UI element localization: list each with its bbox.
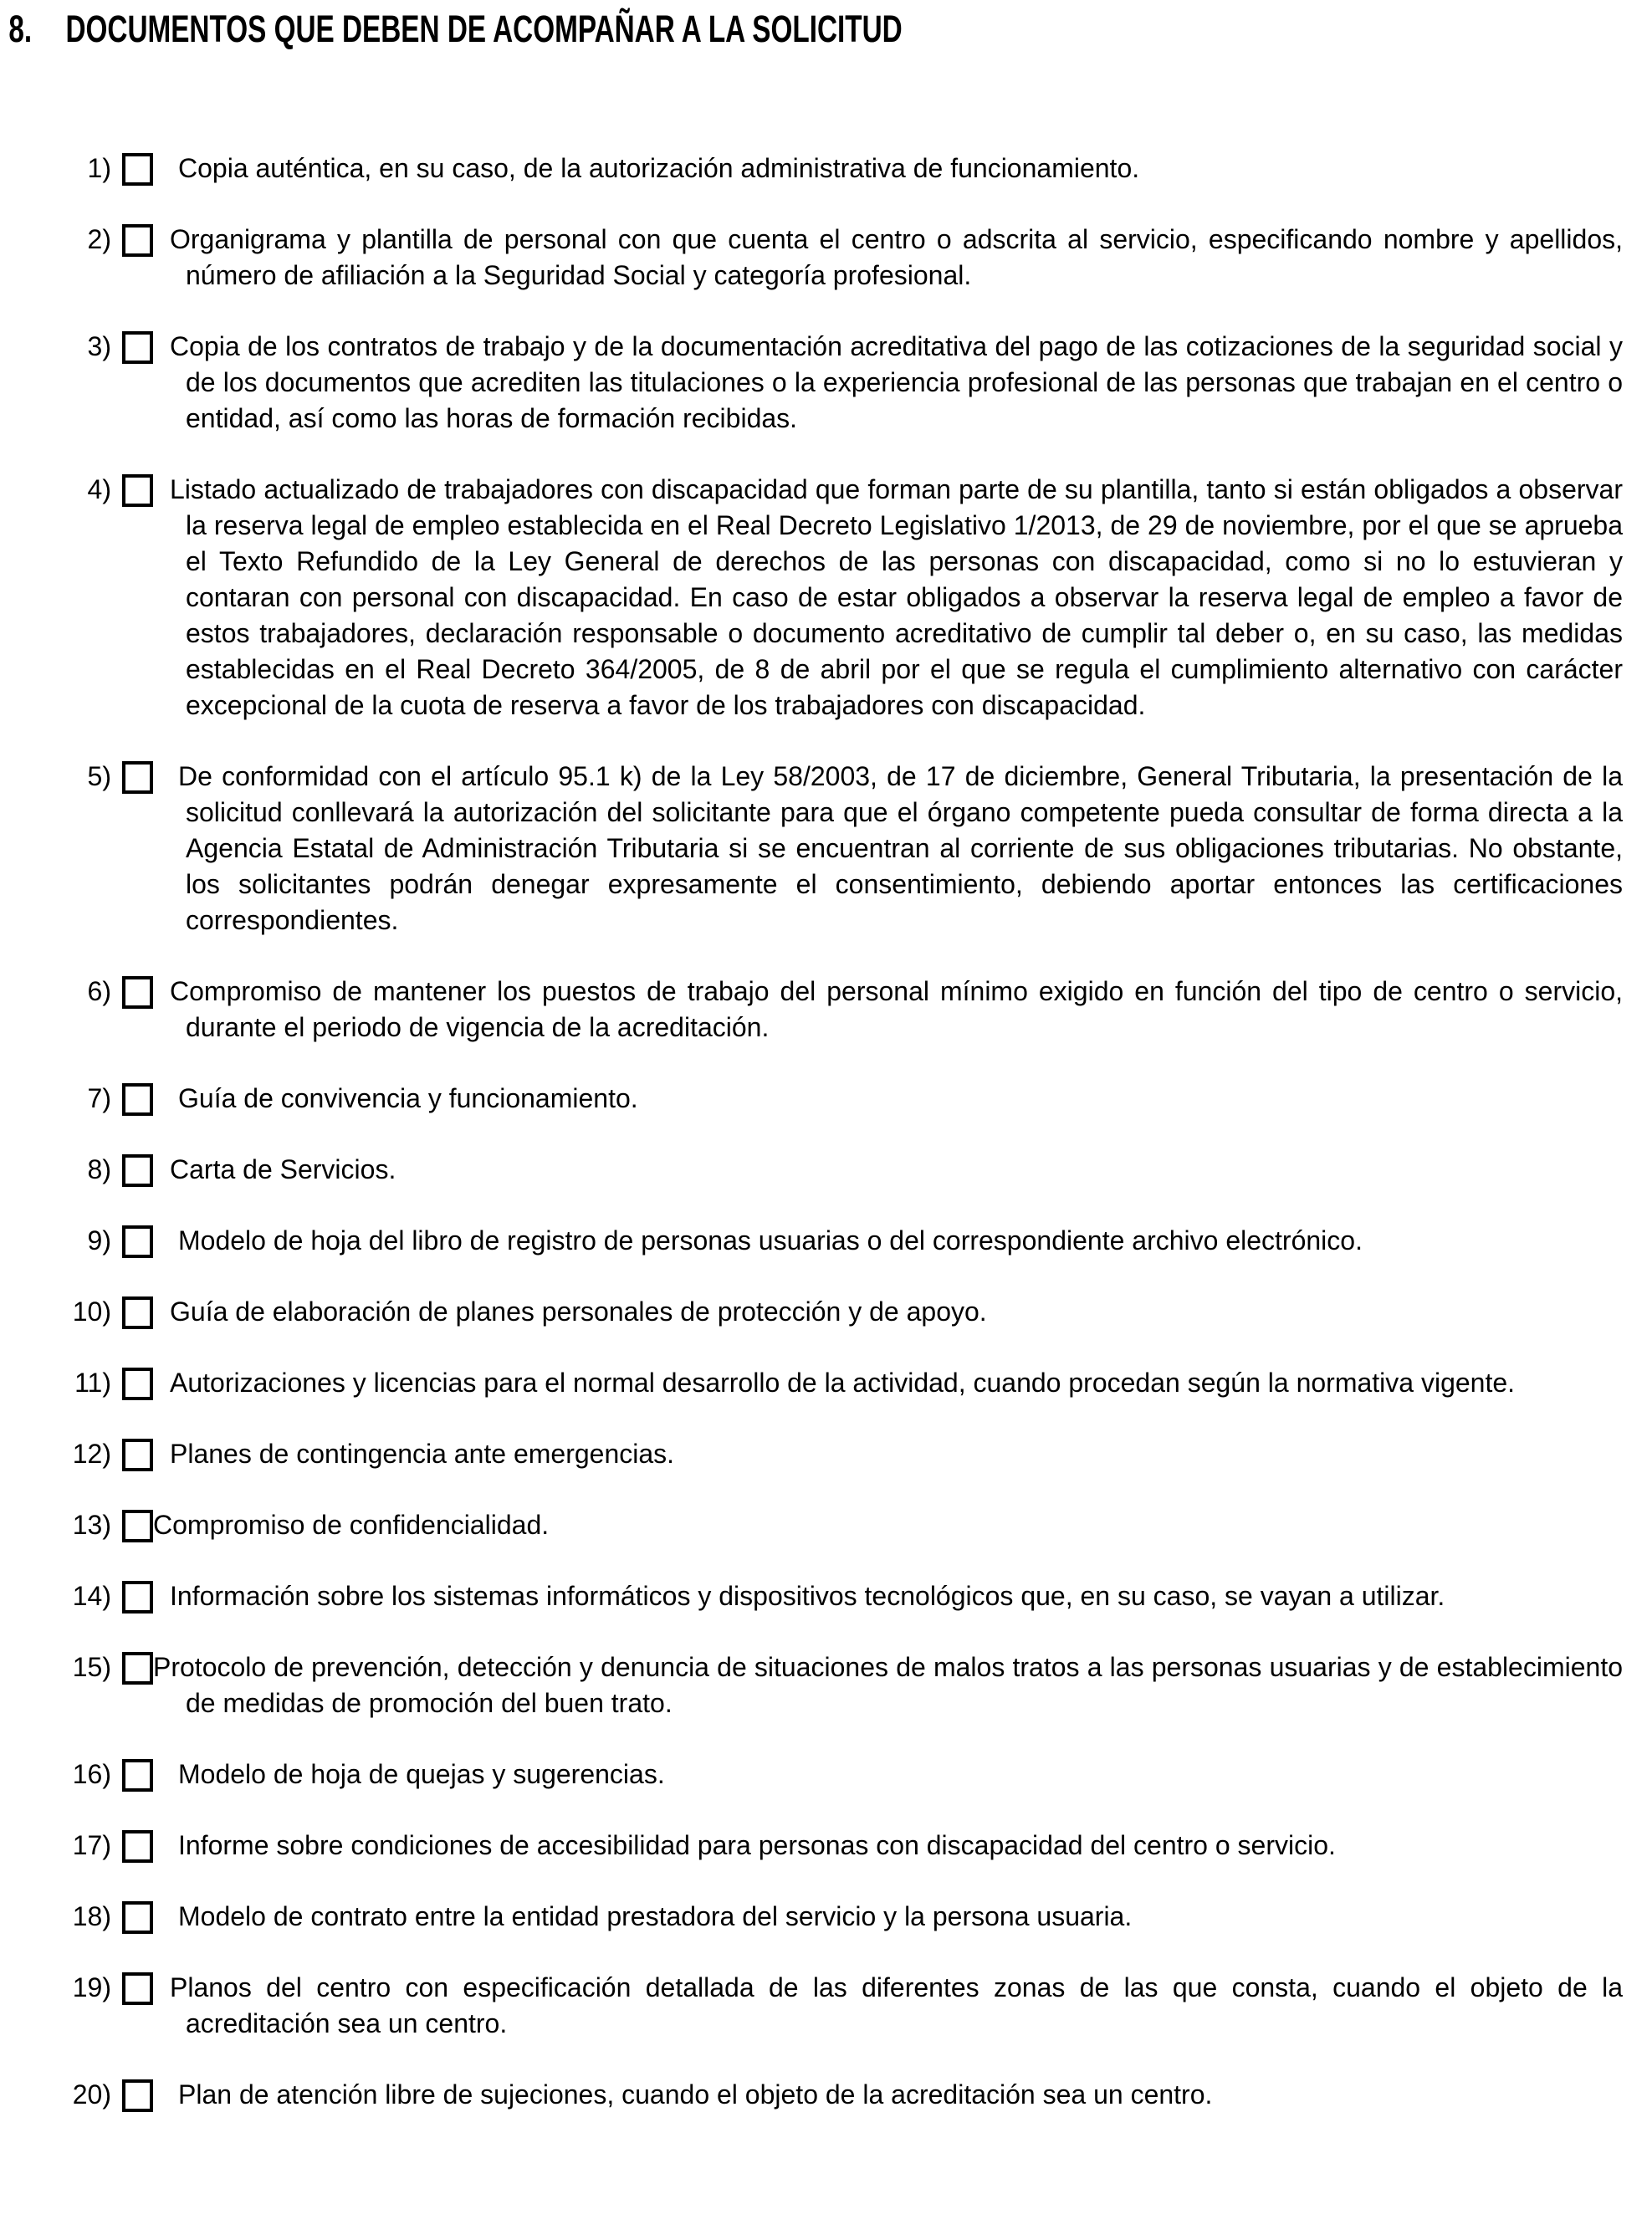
checkbox[interactable]	[122, 1154, 153, 1187]
item-number: 18)	[72, 1901, 111, 1931]
item-text: Información sobre los sistemas informáticos y dispositivos tecnológicos que, en su caso, se vayan a utilizar.	[170, 1581, 1445, 1611]
item-number: 6)	[87, 976, 111, 1006]
checkbox[interactable]	[122, 224, 153, 257]
checklist-item	[0, 472, 1623, 724]
section-number: 8.	[8, 8, 33, 50]
item-text: Plan de atención libre de sujeciones, cuando el objeto de la acreditación sea un centro.	[178, 2079, 1213, 2110]
checkbox[interactable]	[122, 1901, 153, 1934]
checkbox[interactable]	[122, 331, 153, 364]
item-number: 4)	[87, 474, 111, 504]
item-number: 1)	[87, 153, 111, 183]
checkbox[interactable]	[122, 761, 153, 794]
checklist-item	[0, 1223, 1623, 1259]
checkbox[interactable]	[122, 1759, 153, 1792]
checkbox[interactable]	[122, 1225, 153, 1258]
item-number: 13)	[72, 1510, 111, 1540]
item-text: De conformidad con el artículo 95.1 k) de la Ley 58/2003, de 17 de diciembre, General Tributaria, la presentación de la solicitud conllevará la autorización del solicitante para que el órgano competente pueda consultar de forma directa a la Agencia Estatal de Administración Tributaria si se encuentran al corriente de sus obligaciones tributarias. No obstante, los solicitantes podrán denegar expresamente el consentimiento, debiendo aportar entonces las certificaciones correspondientes.	[178, 761, 1623, 935]
item-number: 3)	[87, 331, 111, 361]
item-text: Carta de Servicios.	[170, 1154, 396, 1184]
checklist-item	[0, 1578, 1623, 1614]
checkbox[interactable]	[122, 153, 153, 186]
checklist-item	[0, 329, 1623, 437]
checklist-item	[0, 1757, 1623, 1793]
item-number: 19)	[72, 1972, 111, 2002]
checklist-item	[0, 1294, 1623, 1330]
item-number: 9)	[87, 1225, 111, 1256]
item-text: Informe sobre condiciones de accesibilidad para personas con discapacidad del centro o servicio.	[178, 1830, 1336, 1860]
item-number: 12)	[72, 1439, 111, 1469]
checklist-item	[0, 1970, 1623, 2042]
item-text: Compromiso de mantener los puestos de trabajo del personal mínimo exigido en función del tipo de centro o servicio, durante el periodo de vigencia de la acreditación.	[170, 976, 1623, 1042]
item-text: Modelo de contrato entre la entidad prestadora del servicio y la persona usuaria.	[178, 1901, 1133, 1931]
item-number: 5)	[87, 761, 111, 791]
checkbox[interactable]	[122, 1296, 153, 1329]
item-number: 2)	[87, 224, 111, 254]
checklist-item	[0, 1365, 1623, 1401]
item-number: 14)	[72, 1581, 111, 1611]
item-text: Organigrama y plantilla de personal con que cuenta el centro o adscrita al servicio, especificando nombre y apellidos, número de afiliación a la Seguridad Social y categoría profesional.	[170, 224, 1623, 290]
item-text: Autorizaciones y licencias para el normal desarrollo de la actividad, cuando procedan según la normativa vigente.	[170, 1368, 1516, 1398]
checklist-item	[0, 1081, 1623, 1117]
item-number: 7)	[87, 1083, 111, 1113]
checklist-item	[0, 222, 1623, 294]
checkbox[interactable]	[122, 1083, 153, 1116]
checklist-item	[0, 151, 1623, 187]
checkbox[interactable]	[122, 976, 153, 1009]
checklist-item	[0, 1507, 1623, 1543]
checklist-item	[0, 1899, 1623, 1935]
checkbox[interactable]	[122, 1830, 153, 1863]
item-text: Copia de los contratos de trabajo y de la documentación acreditativa del pago de las cotizaciones de la seguridad social y de los documentos que acrediten las titulaciones o la experiencia profesional de las personas que trabajan en el centro o entidad, así como las horas de formación recibidas.	[170, 331, 1623, 433]
checklist-item	[0, 1828, 1623, 1864]
item-text: Modelo de hoja del libro de registro de personas usuarias o del correspondiente archivo electrónico.	[178, 1225, 1363, 1256]
checkbox[interactable]	[122, 1510, 153, 1542]
checkbox[interactable]	[122, 1972, 153, 2005]
item-number: 16)	[72, 1759, 111, 1789]
document-checklist	[0, 151, 1623, 2113]
item-text: Listado actualizado de trabajadores con discapacidad que forman parte de su plantilla, tanto si están obligados a observar la reserva legal de empleo establecida en el Real Decreto Legislativo 1/2013, de 29 de noviembre, por el que se aprueba el Texto Refundido de la Ley General de derechos de las personas con discapacidad, como si no lo estuvieran y contaran con personal con discapacidad. En caso de estar obligados a observar la reserva legal de empleo a favor de estos trabajadores, declaración responsable o documento acreditativo de cumplir tal deber o, en su caso, las medidas establecidas en el Real Decreto 364/2005, de 8 de abril por el que se regula el cumplimiento alternativo con carácter excepcional de la cuota de reserva a favor de los trabajadores con discapacidad.	[170, 474, 1623, 720]
checklist-item	[0, 974, 1623, 1046]
item-text: Planos del centro con especificación detallada de las diferentes zonas de las que consta, cuando el objeto de la acreditación sea un centro.	[170, 1972, 1623, 2038]
item-number: 15)	[72, 1652, 111, 1682]
checkbox[interactable]	[122, 474, 153, 507]
item-text: Compromiso de confidencialidad.	[153, 1510, 550, 1540]
item-number: 8)	[87, 1154, 111, 1184]
item-text: Guía de elaboración de planes personales de protección y de apoyo.	[170, 1296, 987, 1327]
checklist-item	[0, 759, 1623, 938]
item-number: 20)	[72, 2079, 111, 2110]
checklist-item	[0, 2077, 1623, 2113]
checklist-item	[0, 1152, 1623, 1188]
checklist-item	[0, 1436, 1623, 1472]
item-text: Modelo de hoja de quejas y sugerencias.	[178, 1759, 665, 1789]
item-text: Planes de contingencia ante emergencias.	[170, 1439, 675, 1469]
checkbox[interactable]	[122, 1652, 153, 1685]
checkbox[interactable]	[122, 1581, 153, 1614]
checkbox[interactable]	[122, 1368, 153, 1400]
item-text: Guía de convivencia y funcionamiento.	[178, 1083, 638, 1113]
section-title: DOCUMENTOS QUE DEBEN DE ACOMPAÑAR A LA SOLICITUD	[65, 8, 903, 50]
item-number: 11)	[74, 1368, 111, 1398]
section-heading	[0, 10, 1201, 49]
item-number: 17)	[72, 1830, 111, 1860]
checklist-item	[0, 1649, 1623, 1721]
item-text: Copia auténtica, en su caso, de la autorización administrativa de funcionamiento.	[178, 153, 1140, 183]
item-text: Protocolo de prevención, detección y denuncia de situaciones de malos tratos a las personas usuarias y de establecimiento de medidas de promoción del buen trato.	[153, 1652, 1623, 1718]
checkbox[interactable]	[122, 1439, 153, 1471]
item-number: 10)	[72, 1296, 111, 1327]
checkbox[interactable]	[122, 2079, 153, 2112]
